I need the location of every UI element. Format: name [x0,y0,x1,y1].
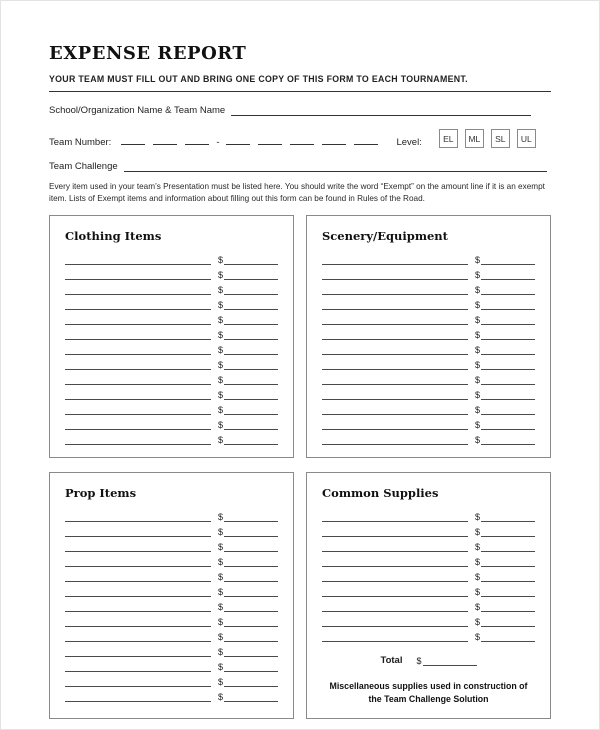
item-amount-input[interactable] [481,525,535,537]
item-amount-input[interactable] [481,540,535,552]
currency-symbol: $ [474,419,480,430]
school-name-row [49,105,551,116]
currency-symbol: $ [474,511,480,522]
item-description-input[interactable] [65,283,211,295]
item-description-input[interactable] [65,585,211,597]
currency-symbol: $ [474,541,480,552]
expense-row [322,355,535,370]
currency-symbol: $ [217,344,223,355]
expense-row [322,400,535,415]
item-description-input[interactable] [65,433,211,445]
expense-row [65,370,278,385]
item-amount-input[interactable] [481,388,535,400]
item-amount-input[interactable] [481,283,535,295]
item-amount-input[interactable] [481,510,535,522]
item-amount-input[interactable] [481,313,535,325]
item-description-input[interactable] [65,615,211,627]
item-amount-input[interactable] [481,600,535,612]
item-description-input[interactable] [322,418,468,430]
expense-row [65,687,278,702]
page-title: EXPENSE REPORT [49,43,247,64]
item-description-input[interactable] [322,403,468,415]
currency-symbol: $ [474,631,480,642]
item-amount-input[interactable] [224,630,278,642]
expense-row [65,627,278,642]
item-amount-input[interactable] [224,510,278,522]
section-prop-items [49,472,294,719]
total-label: Total [380,654,403,666]
item-description-input[interactable] [322,615,468,627]
currency-symbol: $ [217,404,223,415]
currency-symbol: $ [217,284,223,295]
section-note: Miscellaneous supplies used in construction of the Team Challenge Solution [329,680,528,704]
item-description-input[interactable] [65,525,211,537]
item-amount-input[interactable] [481,373,535,385]
currency-symbol: $ [474,269,480,280]
item-amount-input[interactable] [224,418,278,430]
team-number-row [49,129,551,148]
team-number-separator: - [216,137,220,148]
expense-row [322,627,535,642]
expense-row [65,325,278,340]
team-challenge-input[interactable] [124,161,547,172]
item-description-input[interactable] [65,343,211,355]
expense-row [65,582,278,597]
item-amount-input[interactable] [224,358,278,370]
expense-row [65,415,278,430]
currency-symbol: $ [217,676,223,687]
item-description-input[interactable] [65,358,211,370]
item-description-input[interactable] [65,298,211,310]
expense-row [322,370,535,385]
school-name-label: School/Organization Name & Team Name [49,105,226,116]
currency-symbol: $ [474,389,480,400]
item-description-input[interactable] [322,555,468,567]
expense-row [65,295,278,310]
item-amount-input[interactable] [481,418,535,430]
item-amount-input[interactable] [224,403,278,415]
currency-symbol: $ [217,299,223,310]
item-amount-input[interactable] [224,600,278,612]
item-description-input[interactable] [65,510,211,522]
currency-symbol: $ [474,374,480,385]
expense-row [322,537,535,552]
item-description-input[interactable] [65,373,211,385]
expense-row [65,250,278,265]
expense-row [322,552,535,567]
item-amount-input[interactable] [481,630,535,642]
item-amount-input[interactable] [481,298,535,310]
expense-row [65,385,278,400]
item-description-input[interactable] [65,570,211,582]
exempt-instructions: Every item used in your team’s Presentation must be listed here. You should write the word “Exempt” on the amount line if it is an exempt item. Lists of Exempt items and information about filling out this form can be found in Rules of the Road. [49,182,545,203]
expense-row [65,430,278,445]
item-amount-input[interactable] [224,540,278,552]
team-number-digit-input[interactable] [121,134,145,145]
item-amount-input[interactable] [481,343,535,355]
total-row [322,651,535,666]
currency-symbol: $ [217,254,223,265]
currency-symbol: $ [474,314,480,325]
currency-symbol: $ [474,329,480,340]
item-amount-input[interactable] [224,585,278,597]
item-amount-input[interactable] [224,298,278,310]
item-description-input[interactable] [65,675,211,687]
currency-symbol: $ [474,284,480,295]
section-title: Scenery/Equipment [322,228,448,243]
item-amount-input[interactable] [481,253,535,265]
expense-row [65,537,278,552]
item-amount-input[interactable] [224,268,278,280]
item-amount-input[interactable] [224,253,278,265]
section-title: Prop Items [65,485,137,500]
item-amount-input[interactable] [224,570,278,582]
currency-symbol: $ [474,556,480,567]
currency-symbol: $ [217,374,223,385]
team-number-digit-input[interactable] [354,134,378,145]
item-description-input[interactable] [322,298,468,310]
currency-symbol: $ [217,571,223,582]
currency-symbol: $ [217,526,223,537]
item-description-input[interactable] [322,328,468,340]
item-description-input[interactable] [322,268,468,280]
expense-row [65,507,278,522]
currency-symbol: $ [217,616,223,627]
item-description-input[interactable] [65,690,211,702]
item-description-input[interactable] [322,540,468,552]
item-amount-input[interactable] [224,328,278,340]
team-number-digit-input[interactable] [226,134,250,145]
team-number-digit-input[interactable] [290,134,314,145]
team-number-blanks-before [117,134,213,148]
sections-grid [49,215,551,719]
team-number-digit-input[interactable] [153,134,177,145]
currency-symbol: $ [217,556,223,567]
item-description-input[interactable] [65,540,211,552]
currency-symbol: $ [217,601,223,612]
expense-row [65,642,278,657]
currency-symbol: $ [217,646,223,657]
item-amount-input[interactable] [224,433,278,445]
item-amount-input[interactable] [224,373,278,385]
currency-symbol: $ [217,586,223,597]
item-description-input[interactable] [322,630,468,642]
expense-row [65,567,278,582]
item-description-input[interactable] [65,555,211,567]
item-description-input[interactable] [322,525,468,537]
currency-symbol: $ [474,299,480,310]
currency-symbol: $ [474,434,480,445]
section-scenery-equipment [306,215,551,458]
item-amount-input[interactable] [224,283,278,295]
expense-row [322,340,535,355]
item-amount-input[interactable] [224,525,278,537]
expense-row [322,507,535,522]
currency-symbol: $ [474,616,480,627]
team-challenge-row [49,161,551,172]
item-amount-input[interactable] [481,585,535,597]
item-amount-input[interactable] [481,268,535,280]
item-amount-input[interactable] [481,328,535,340]
expense-row [322,310,535,325]
item-description-input[interactable] [322,433,468,445]
team-number-digit-input[interactable] [258,134,282,145]
expense-row [322,522,535,537]
item-amount-input[interactable] [224,615,278,627]
item-description-input[interactable] [322,510,468,522]
expense-row [65,672,278,687]
expense-row [65,355,278,370]
item-description-input[interactable] [65,268,211,280]
section-title: Common Supplies [322,485,439,500]
expense-row [65,597,278,612]
item-amount-input[interactable] [481,615,535,627]
expense-row [65,265,278,280]
currency-symbol: $ [474,404,480,415]
currency-symbol: $ [474,526,480,537]
currency-symbol: $ [217,329,223,340]
expense-row [65,340,278,355]
item-amount-input[interactable] [224,388,278,400]
expense-row [322,280,535,295]
currency-symbol: $ [217,661,223,672]
currency-symbol: $ [217,691,223,702]
currency-symbol: $ [217,269,223,280]
team-number-digit-input[interactable] [322,134,346,145]
item-description-input[interactable] [322,600,468,612]
item-amount-input[interactable] [481,358,535,370]
team-number-label: Team Number: [49,137,112,148]
team-number-blanks-after [222,134,382,148]
currency-symbol: $ [474,601,480,612]
level-label: Level: [396,137,422,148]
currency-symbol: $ [217,389,223,400]
item-description-input[interactable] [65,418,211,430]
item-description-input[interactable] [65,388,211,400]
expense-row [322,597,535,612]
item-amount-input[interactable] [481,570,535,582]
expense-row [322,325,535,340]
expense-row [322,295,535,310]
currency-symbol: $ [217,434,223,445]
item-description-input[interactable] [322,388,468,400]
currency-symbol: $ [217,314,223,325]
item-amount-input[interactable] [224,645,278,657]
currency-symbol: $ [217,631,223,642]
item-description-input[interactable] [322,358,468,370]
section-clothing-items [49,215,294,458]
item-description-input[interactable] [322,585,468,597]
team-number-digit-input[interactable] [185,134,209,145]
expense-row [65,612,278,627]
currency-symbol: $ [474,586,480,597]
expense-row [322,415,535,430]
item-amount-input[interactable] [481,403,535,415]
expense-row [65,657,278,672]
total-amount-input[interactable] [423,654,477,666]
item-description-input[interactable] [322,313,468,325]
currency-symbol: $ [217,511,223,522]
item-description-input[interactable] [322,343,468,355]
expense-row [322,385,535,400]
currency-symbol: $ [217,419,223,430]
currency-symbol: $ [217,541,223,552]
item-description-input[interactable] [322,570,468,582]
currency-symbol: $ [474,344,480,355]
section-common-supplies [306,472,551,719]
expense-row [65,280,278,295]
currency-symbol: $ [217,359,223,370]
level-checkbox-ul[interactable]: UL [517,129,536,148]
item-description-input[interactable] [65,253,211,265]
expense-row [65,552,278,567]
item-description-input[interactable] [65,403,211,415]
expense-row [322,582,535,597]
item-description-input[interactable] [322,373,468,385]
level-checkbox-el[interactable]: EL [439,129,458,148]
item-amount-input[interactable] [224,313,278,325]
item-description-input[interactable] [322,283,468,295]
item-description-input[interactable] [65,645,211,657]
team-challenge-label: Team Challenge [49,161,118,172]
item-amount-input[interactable] [224,555,278,567]
item-amount-input[interactable] [481,433,535,445]
item-amount-input[interactable] [224,690,278,702]
expense-row [322,567,535,582]
item-description-input[interactable] [322,253,468,265]
currency-symbol: $ [474,254,480,265]
item-description-input[interactable] [65,328,211,340]
item-description-input[interactable] [65,630,211,642]
expense-row [65,400,278,415]
item-description-input[interactable] [65,313,211,325]
expense-row [322,430,535,445]
expense-row [322,612,535,627]
level-checkbox-sl[interactable]: SL [491,129,510,148]
item-description-input[interactable] [65,660,211,672]
expense-row [65,310,278,325]
level-checkbox-ml[interactable]: ML [465,129,484,148]
item-amount-input[interactable] [481,555,535,567]
currency-symbol: $ [474,359,480,370]
header-instruction: YOUR TEAM MUST FILL OUT AND BRING ONE COPY OF THIS FORM TO EACH TOURNAMENT. [49,74,551,92]
expense-row [322,265,535,280]
level-options [432,129,536,148]
expense-row [65,522,278,537]
currency-symbol: $ [416,655,422,666]
item-amount-input[interactable] [224,675,278,687]
item-description-input[interactable] [65,600,211,612]
expense-row [322,250,535,265]
school-name-input[interactable] [231,105,531,116]
currency-symbol: $ [474,571,480,582]
item-amount-input[interactable] [224,343,278,355]
section-title: Clothing Items [65,228,162,243]
item-amount-input[interactable] [224,660,278,672]
